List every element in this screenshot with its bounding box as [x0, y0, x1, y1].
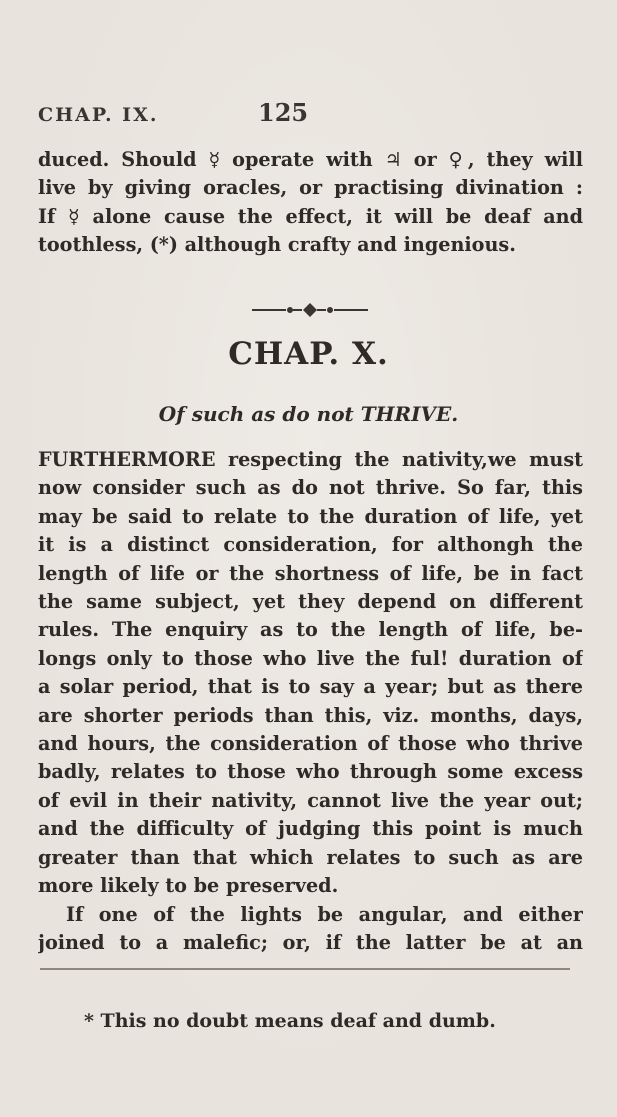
- running-head: CHAP. IX.: [38, 104, 159, 126]
- text-line: live by giving oracles, or practising divination :: [38, 176, 583, 200]
- text-line: more likely to be preserved.: [38, 874, 339, 898]
- chapter-title: CHAP. X.: [228, 336, 389, 372]
- text-line: longs only to those who live the ful! duration of: [38, 646, 583, 670]
- page-number: 125: [258, 98, 309, 127]
- text-line: may be said to relate to the duration of life, yet: [38, 504, 583, 528]
- text-line: now consider such as do not thrive. So far, this: [38, 476, 583, 500]
- footnote-rule: [40, 968, 570, 970]
- ornament-divider: [250, 300, 370, 320]
- chapter-subtitle: Of such as do not THRIVE.: [158, 402, 459, 426]
- text-line: badly, relates to those who through some excess: [38, 760, 583, 784]
- text-line: of evil in their nativity, cannot live the year out;: [38, 788, 583, 812]
- body-paragraph: [38, 446, 583, 957]
- text-line: joined to a malefic; or, if the latter be at an: [38, 930, 583, 954]
- footnote: * This no doubt means deaf and dumb.: [84, 1010, 496, 1032]
- page-header: [38, 98, 578, 132]
- text-line: the same subject, yet they depend on different: [38, 590, 583, 614]
- text-line: If ☿ alone cause the effect, it will be deaf and: [38, 204, 583, 228]
- text-line: duced. Should ☿ operate with ♃ or ♀, they will: [38, 148, 583, 171]
- text-line: If one of the lights be angular, and either: [66, 902, 583, 926]
- text-line: toothless, (*) although crafty and ingenious.: [38, 233, 516, 257]
- text-line: and hours, the consideration of those who thrive: [38, 732, 583, 756]
- text-line: greater than that which relates to such as are: [38, 845, 583, 869]
- text-line: it is a distinct consideration, for althongh the: [38, 533, 583, 557]
- text-line: FURTHERMORE respecting the nativity,we must: [38, 448, 583, 471]
- text-line: and the difficulty of judging this point is much: [38, 817, 583, 841]
- top-paragraph: [38, 146, 583, 260]
- text-line: rules. The enquiry as to the length of life, be-: [38, 618, 583, 642]
- text-line: are shorter periods than this, viz. months, days,: [38, 703, 583, 727]
- text-line: length of life or the shortness of life, be in fact: [38, 561, 583, 585]
- text-line: a solar period, that is to say a year; but as there: [38, 675, 583, 699]
